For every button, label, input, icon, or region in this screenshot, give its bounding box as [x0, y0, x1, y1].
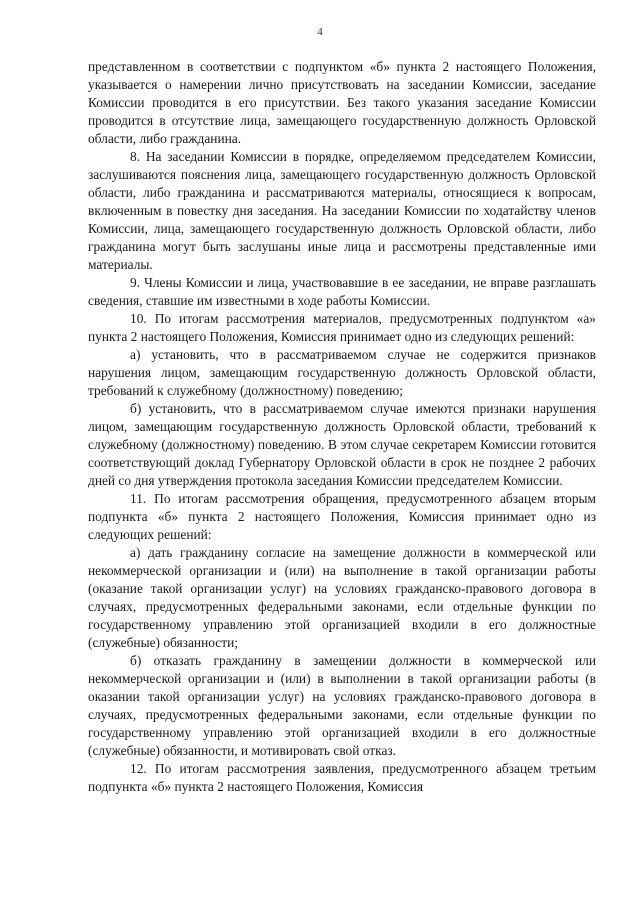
paragraph-item-10-b: б) установить, что в рассматриваемом случае имеются признаки нарушения лицом, замещающим государственную должность Орловской области, требований к служебному (должностному) поведению. В этом случае секретарем Комиссии готовится соответствующий доклад Губернатору Орловской области в срок не позднее 2 рабочих дней со дня утверждения протокола заседания Комиссии председателем Комиссии. [88, 401, 596, 488]
paragraph-item-11-b: б) отказать гражданину в замещении должности в коммерческой или некоммерческой организации и (или) в выполнении в такой организации работы (в оказании такой организации услуг) на условиях гражданско-правового договора в случаях, предусмотренных федеральными законами, если отдельные функции по государственному управлению этой организацией входили в его должностные (служебные) обязанности, и мотивировать свой отказ. [88, 653, 596, 758]
paragraph-continuation: представленном в соответствии с подпунктом «б» пункта 2 настоящего Положения, указывается о намерении лично присутствовать на заседании Комиссии, заседание Комиссии проводится в его присутствии. Без такого указания заседание Комиссии проводится в отсутствие лица, замещающего государственную должность Орловской области, либо гражданина. [88, 59, 596, 146]
document-body [88, 58, 596, 796]
paragraph-item-12: 12. По итогам рассмотрения заявления, предусмотренного абзацем третьим подпункта «б» пункта 2 настоящего Положения, Комиссия [88, 761, 596, 794]
paragraph-item-9: 9. Члены Комиссии и лица, участвовавшие в ее заседании, не вправе разглашать сведения, ставшие им известными в ходе работы Комиссии. [88, 275, 596, 308]
paragraph-item-8: 8. На заседании Комиссии в порядке, определяемом председателем Комиссии, заслушиваются пояснения лица, замещающего государственную должность Орловской области, либо гражданина и рассматриваются материалы, относящиеся к вопросам, включенным в повестку дня заседания. На заседании Комиссии по ходатайству членов Комиссии, лица, замещающего государственную должность Орловской области, либо гражданина могут быть заслушаны иные лица и рассмотрены представленные ими материалы. [88, 149, 596, 272]
paragraph-item-10-a: а) установить, что в рассматриваемом случае не содержится признаков нарушения лицом, замещающим государственную должность Орловской области, требований к служебному (должностному) поведению; [88, 347, 596, 398]
paragraph-item-10: 10. По итогам рассмотрения материалов, предусмотренных подпунктом «а» пункта 2 настоящего Положения, Комиссия принимает одно из следующих решений: [88, 311, 596, 344]
page-number: 4 [317, 26, 323, 38]
paragraph-item-11-a: а) дать гражданину согласие на замещение должности в коммерческой или некоммерческой организации и (или) на выполнение в такой организации работы (оказание такой организации услуг) на условиях гражданско-правового договора в случаях, предусмотренных федеральными законами, если отдельные функции по государственному управлению этой организацией входили в его должностные (служебные) обязанности; [88, 545, 596, 650]
paragraph-item-11: 11. По итогам рассмотрения обращения, предусмотренного абзацем вторым подпункта «б» пункта 2 настоящего Положения, Комиссия принимает одно из следующих решений: [88, 491, 596, 542]
